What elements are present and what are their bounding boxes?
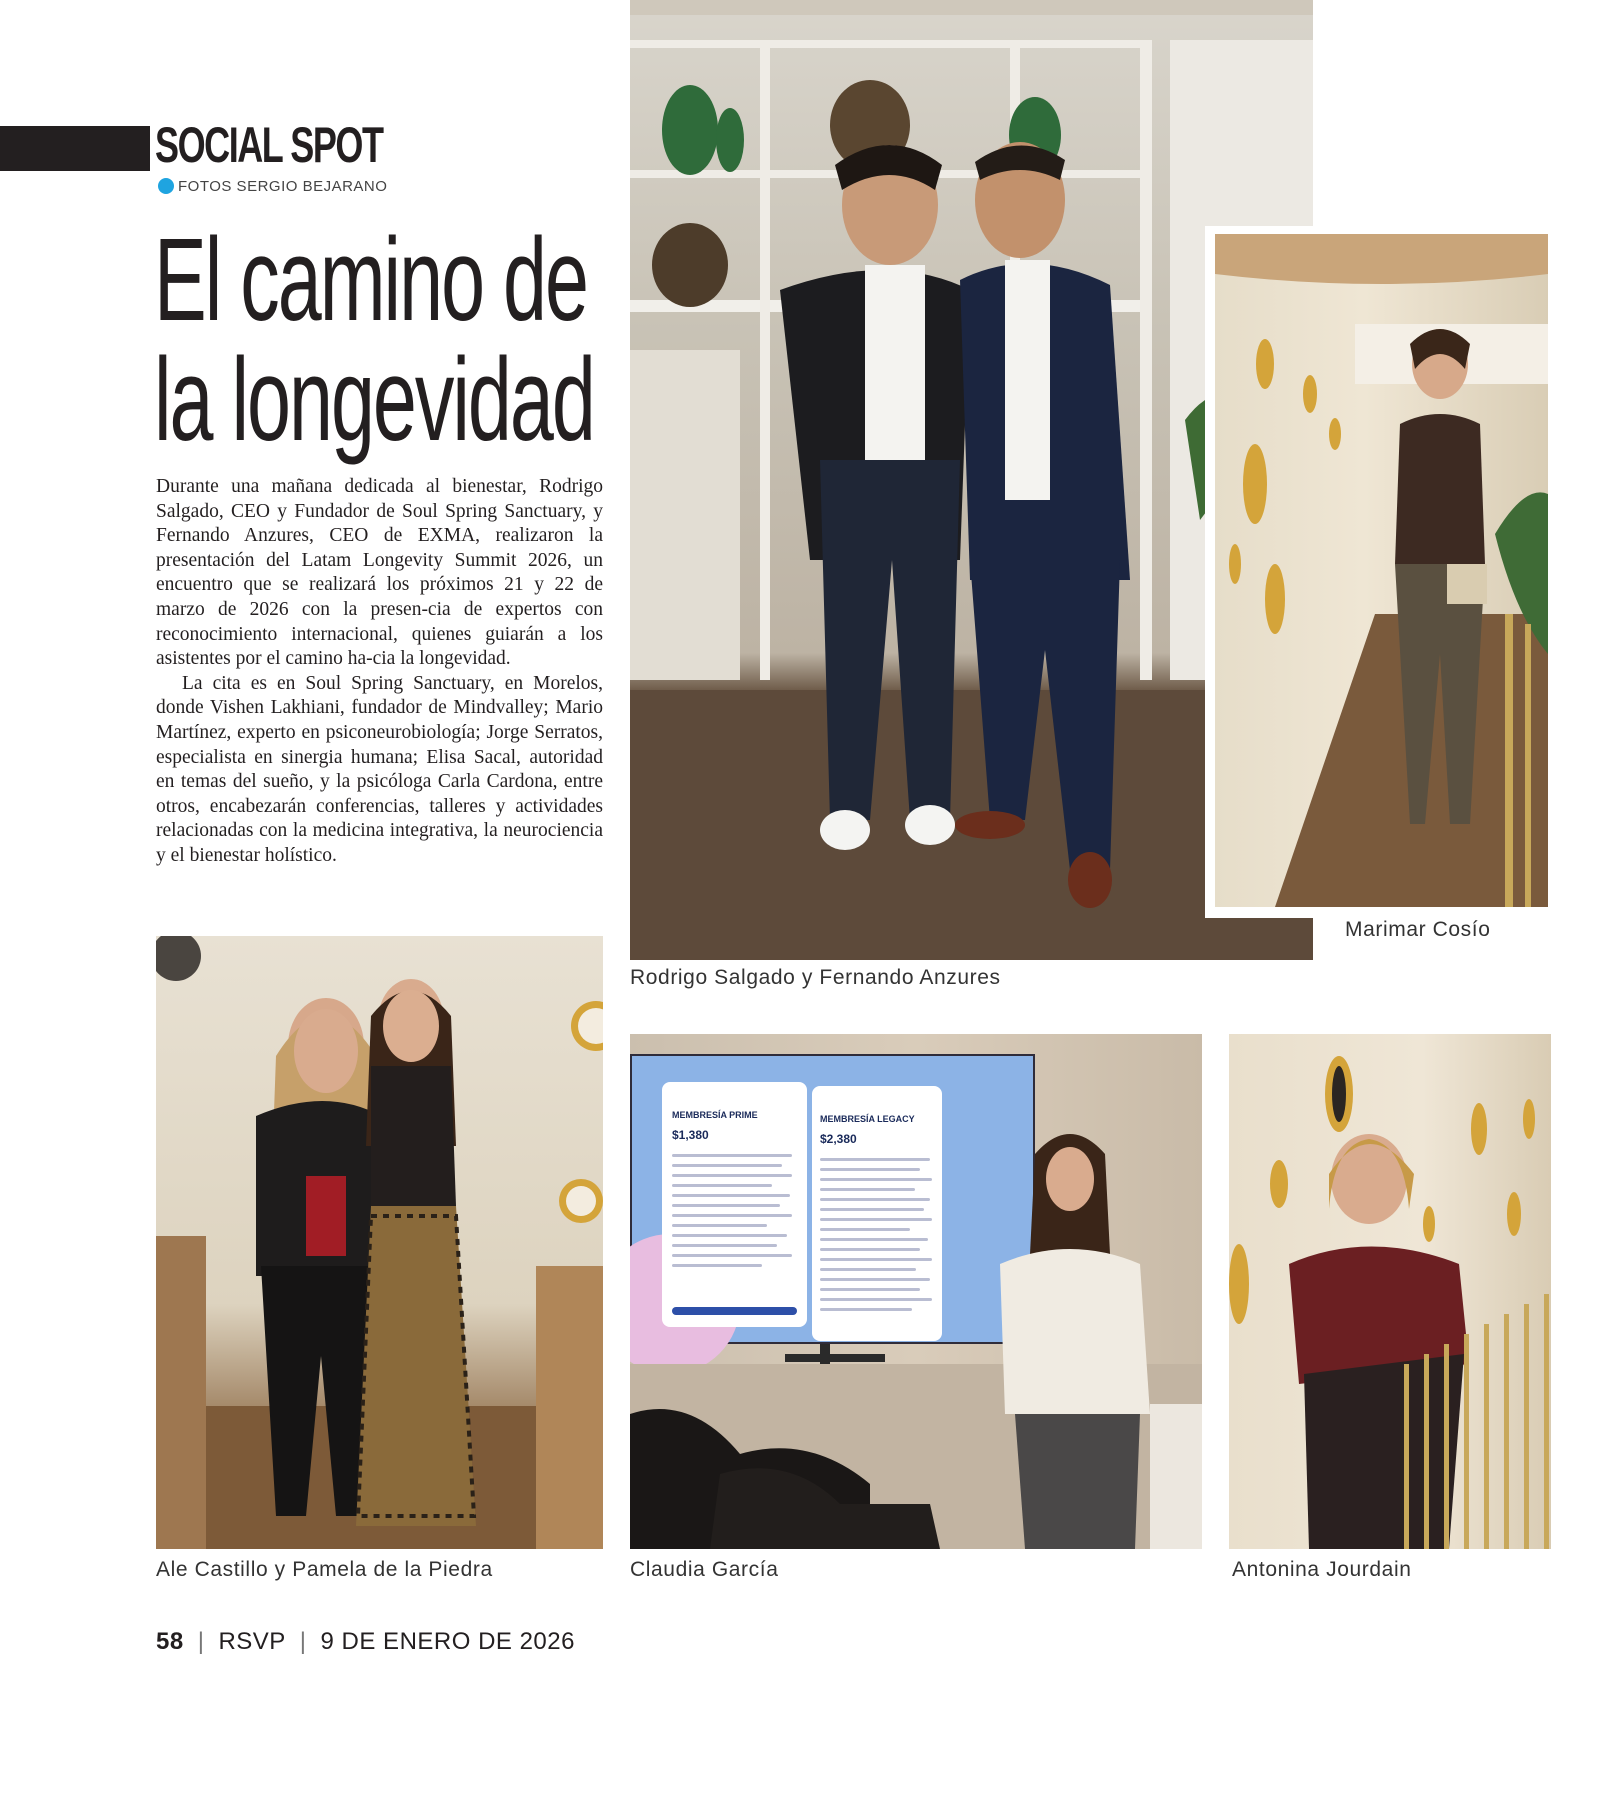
card-prime-title: MEMBRESÍA PRIME	[672, 1110, 758, 1120]
card-line	[672, 1164, 782, 1167]
card-line	[820, 1178, 932, 1181]
card-line	[820, 1238, 928, 1241]
caption-claudia: Claudia García	[630, 1558, 779, 1581]
caption-antonina: Antonina Jourdain	[1232, 1558, 1412, 1581]
caption-ale-pamela: Ale Castillo y Pamela de la Piedra	[156, 1558, 493, 1581]
card-line	[820, 1208, 924, 1211]
card-line	[820, 1308, 912, 1311]
card-line	[820, 1278, 930, 1281]
card-legacy-price: $2,380	[820, 1132, 857, 1146]
body-paragraph-2: La cita es en Soul Spring Sanctuary, en Morelos, donde Vishen Lakhiani, fundador de Mindvalley; Mario Martínez, experto en psiconeurobiología; Jorge Serratos, especialista en sinergia humana; Elisa Sacal, autoridad en temas del sueño, y la psicóloga Carla Cardona, entre otros, encabezarán conferencias, talleres y actividades relacionadas con la medicina integrativa, la neurociencia y el bienestar holístico.	[156, 672, 603, 866]
photo-credit	[158, 178, 387, 195]
card-line	[820, 1288, 920, 1291]
issue-date: 9 DE ENERO DE 2026	[320, 1628, 575, 1655]
photo-ale-pamela-art	[156, 936, 603, 1549]
article-body	[156, 475, 603, 869]
photo-claudia	[630, 1034, 1202, 1549]
card-line	[820, 1158, 930, 1161]
card-line	[672, 1184, 772, 1187]
photo-marimar-art	[1215, 234, 1548, 907]
card-line	[672, 1264, 762, 1267]
card-line	[672, 1214, 792, 1217]
card-line	[672, 1154, 792, 1157]
section-title: SOCIAL SPOT	[155, 117, 383, 173]
card-line	[820, 1298, 932, 1301]
card-prime-button	[672, 1307, 797, 1315]
page-number: 58	[156, 1628, 184, 1655]
card-line	[820, 1168, 920, 1171]
card-line	[820, 1198, 930, 1201]
card-line	[672, 1244, 777, 1247]
photo-credit-text: FOTOS SERGIO BEJARANO	[178, 178, 388, 195]
card-line	[672, 1174, 792, 1177]
card-line	[672, 1194, 790, 1197]
photo-ale-pamela	[156, 936, 603, 1549]
card-line	[820, 1248, 920, 1251]
screen-card-legacy	[812, 1086, 942, 1341]
card-legacy-title: MEMBRESÍA LEGACY	[820, 1114, 915, 1124]
photo-marimar	[1215, 234, 1548, 907]
body-paragraph-1: Durante una mañana dedicada al bienestar, Rodrigo Salgado, CEO y Fundador de Soul Spring Sanctuary, y Fernando Anzures, CEO de EXMA, realizaron la presentación del Latam Longevity Summit 2026, un encuentro que se realizará los próximos 21 y 22 de marzo de 2026 con la presen-cia de expertos con reconocimiento internacional, quienes guiarán a los asistentes por el camino ha-cia la longevidad.	[156, 476, 603, 670]
card-line	[820, 1218, 932, 1221]
headline-line-2: la longevidad	[154, 334, 594, 466]
screen-card-prime	[662, 1082, 807, 1327]
photo-antonina-art	[1229, 1034, 1551, 1549]
card-line	[820, 1228, 910, 1231]
card-prime-price: $1,380	[672, 1128, 709, 1142]
footer-separator: |	[197, 1628, 205, 1655]
card-line	[672, 1204, 780, 1207]
section-bar	[0, 126, 150, 171]
caption-rodrigo-fernando: Rodrigo Salgado y Fernando Anzures	[630, 966, 1001, 989]
card-line	[820, 1188, 915, 1191]
card-line	[672, 1254, 792, 1257]
card-line	[672, 1224, 767, 1227]
page-footer	[156, 1628, 575, 1656]
credit-dot-icon	[158, 178, 174, 194]
card-line	[820, 1268, 916, 1271]
photo-antonina	[1229, 1034, 1551, 1549]
card-line	[672, 1234, 787, 1237]
headline-line-1: El camino de	[154, 214, 587, 346]
caption-marimar: Marimar Cosío	[1345, 918, 1491, 941]
footer-separator: |	[299, 1628, 307, 1655]
magazine-name: RSVP	[218, 1628, 286, 1655]
card-line	[820, 1258, 932, 1261]
